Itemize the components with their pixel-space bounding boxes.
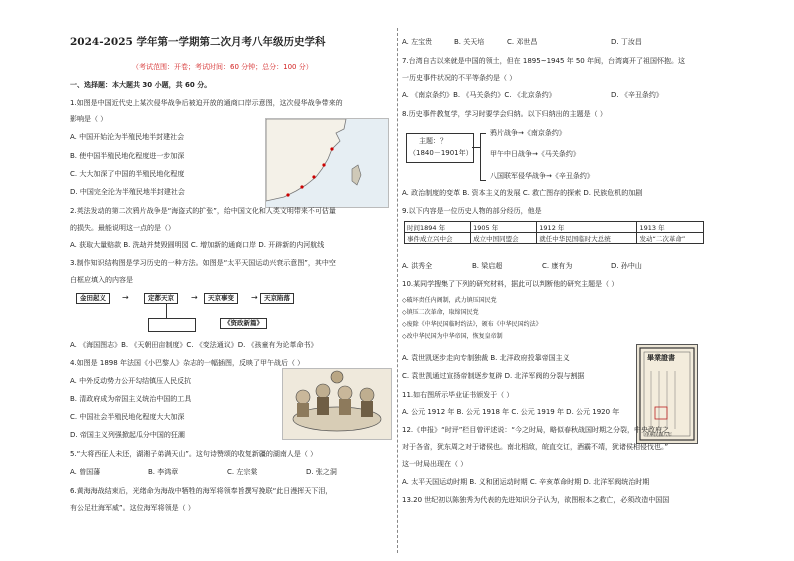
- q3-line-1: 3.制作知识结构图是学习历史的一种方法。如图是“太平天国运动兴衰示意图”，其中空: [70, 259, 336, 267]
- table-cell: 1905 年: [471, 222, 537, 233]
- q1-option-c: C. 大大加深了中国的半殖民地化程度: [70, 170, 185, 178]
- table-cell: 就任中华民国临时大总统: [537, 233, 637, 244]
- bracket-connector: [472, 147, 480, 148]
- q6-option-c: C. 邓世昌: [507, 38, 538, 46]
- table-cell: 1912 年: [537, 222, 637, 233]
- china-coast-map: [265, 118, 389, 208]
- topic-label: 主题：？: [419, 137, 447, 145]
- q4-line-1: 4.如图是 1898 年法国《小巴黎人》杂志的一幅插图，反映了甲午战后（ ）: [70, 359, 305, 367]
- q10-options-ab: A. 袁世凯逐步走向专制独裁 B. 北洋政府投靠帝国主义: [402, 354, 570, 362]
- flow-connector: [166, 304, 167, 318]
- flow-box-shibian: 天京事变: [204, 293, 238, 304]
- q5-option-c: C. 左宗棠: [227, 468, 258, 476]
- table-cell: 成立中国同盟会: [471, 233, 537, 244]
- q2-options: A. 获取大量赔款 B. 洗劫并焚毁圆明园 C. 增加新的通商口岸 D. 开辟新的内河航线: [70, 241, 325, 249]
- q2-line-2: 的损失。最能说明这一点的是（）: [70, 224, 175, 232]
- flow-box-jintian: 金田起义: [76, 293, 110, 304]
- q6-option-b: B. 关天培: [454, 38, 485, 46]
- table-cell: 发动“二次革命”: [637, 233, 704, 244]
- q4-option-a: A. 中外反动势力公开勾结镇压人民反抗: [70, 377, 192, 385]
- material-4: ◇改中华民国为中华帝国，恢复皇帝制: [402, 333, 503, 340]
- flow-box-zizheng: 《资政新篇》: [220, 318, 267, 329]
- q7-options-abc: A. 《南京条约》B. 《马关条约》C. 《北京条约》: [402, 91, 556, 99]
- q3-options: A. 《海国图志》B. 《天朝田亩制度》C. 《变法通议》D. 《孩童有为论革命书》: [70, 341, 318, 349]
- table-row: [405, 222, 704, 233]
- q5-option-d: D. 张之洞: [306, 468, 337, 476]
- q11-options: A. 公元 1912 年 B. 公元 1918 年 C. 公元 1919 年 D. 公元 1920 年: [402, 408, 620, 416]
- q1-line-1: 1.如图是中国近代史上某次侵华战争后被迫开放的通商口岸示意图，这次侵华战争带来的: [70, 99, 343, 107]
- q9-option-a: A. 洪秀全: [402, 262, 433, 270]
- q7-line-2: 一历史事件状况的不平等条约是（ ）: [402, 74, 517, 82]
- exam-info: （考试范围：开卷；考试时间：60 分钟；总分：100 分）: [132, 63, 313, 71]
- q6-line-1: 6.黄海海战结束后，光绪命为海战中牺牲的海军将领奉旨撰写挽联“此日漫挥天下泪，: [70, 487, 333, 495]
- certificate-date: 中華民國八年: [645, 433, 672, 438]
- q5-line-1: 5.“大将西征人未还，湖湘子弟满天山”。这句诗赞颂的收复新疆的湖南人是（ ）: [70, 450, 318, 458]
- q13-line-1: 13.20 世纪初以陈独秀为代表的先进知识分子认为，欲图根本之救亡，必须改造中国国: [402, 496, 670, 504]
- q7-line-1: 7.台湾自古以来就是中国的领土，但在 1895~1945 年 50 年间，台湾离开了祖国怀抱。这: [402, 57, 685, 65]
- table-cell: 1913 年: [637, 222, 704, 233]
- cartoon-illustration: [282, 368, 392, 440]
- q4-option-c: C. 中国社会半殖民地化程度大大加深: [70, 413, 185, 421]
- q9-option-b: B. 梁启超: [472, 262, 503, 270]
- q3-line-2: 白框应填入的内容是: [70, 276, 133, 284]
- material-2: ◇镇压二次革命，取缔国民党: [402, 309, 479, 316]
- exam-title: 2024-2025 学年第一学期第二次月考八年级历史学科: [70, 36, 326, 48]
- q12-options: A. 太平天国运动时期 B. 义和团运动时期 C. 辛亥革命时期 D. 北洋军阀统治时期: [402, 478, 650, 486]
- topic-years: （1840－1901年）: [409, 149, 473, 157]
- section-heading: 一、选择题：本大题共 30 小题，共 60 分。: [70, 81, 212, 89]
- q6-option-a: A. 左宝贵: [402, 38, 433, 46]
- q10-line-1: 10.某同学搜集了下列的研究材料，据此可以判断他的研究主题是（ ）: [402, 280, 619, 288]
- q12-line-3: 这一时局出现在（ ）: [402, 460, 468, 468]
- q7-option-d: D. 《辛丑条约》: [611, 91, 663, 99]
- q4-option-d: D. 帝国主义列强掀起瓜分中国的狂潮: [70, 431, 185, 439]
- q1-option-a: A. 中国开始沦为半殖民地半封建社会: [70, 133, 185, 141]
- flow-arrow-icon: →: [191, 293, 198, 302]
- q5-option-a: A. 曾国藩: [70, 468, 101, 476]
- q6-option-d: D. 丁汝昌: [611, 38, 642, 46]
- topic-box: [406, 133, 474, 163]
- q1-option-d: D. 中国完全沦为半殖民地半封建社会: [70, 188, 185, 196]
- chain-item-1: 鸦片战争→《南京条约》: [490, 129, 566, 137]
- flow-box-tianjing: 定都天京: [144, 293, 178, 304]
- q1-option-b: B. 使中国半殖民地化程度进一步加深: [70, 152, 185, 160]
- material-1: ◇破坏责任内阁制，武力镇压国民党: [402, 297, 497, 304]
- flow-box-blank: [148, 318, 196, 332]
- q9-option-d: D. 孙中山: [611, 262, 642, 270]
- table-cell: 事件成立兴中会: [405, 233, 471, 244]
- q1-line-2: 影响是（ ）: [70, 115, 108, 123]
- chain-item-3: 八国联军侵华战争→《辛丑条约》: [490, 172, 594, 180]
- history-table: [404, 221, 704, 244]
- q5-option-b: B. 李鸿章: [148, 468, 179, 476]
- table-row: [405, 233, 704, 244]
- chain-item-2: 甲午中日战争→《马关条约》: [490, 150, 580, 158]
- q4-option-b: B. 清政府成为帝国主义统治中国的工具: [70, 395, 192, 403]
- q10-options-cd: C. 袁世凯通过宣扬帝制逐步复辟 D. 北洋军阀的分裂与割据: [402, 372, 585, 380]
- q8-options: A. 政治制度的变革 B. 资本主义的发展 C. 救亡图存的探索 D. 民族危机的加剧: [402, 189, 643, 197]
- q12-line-2: 对于各省，犹东周之对于诸侯也。南北相敌，皖直交讧，酒霸不靖，犹诸侯相侵伐也。”: [402, 443, 669, 451]
- certificate-title: 畢業證書: [647, 354, 675, 362]
- q8-line-1: 8.历史事件教复学，学习时要学会归纳。以下归纳出的主题是（ ）: [402, 110, 607, 118]
- table-cell: 时间1894 年: [405, 222, 471, 233]
- flow-box-xianluo: 天京陷落: [260, 293, 294, 304]
- flow-arrow-icon: →: [122, 293, 129, 302]
- q11-line-1: 11.如右图所示毕业证书颁发于（ ）: [402, 391, 514, 399]
- column-divider: [397, 28, 398, 553]
- q2-line-1: 2.英法发动的第二次鸦片战争是“海盗式的扩张”，给中国文化和人类文明带来不可估量: [70, 207, 336, 215]
- q6-line-2: 有公足壮海军威”。这位海军将领是（ ）: [70, 504, 195, 512]
- q9-line-1: 9.以下内容是一位历史人物的部分经历，他是: [402, 207, 542, 215]
- flow-arrow-icon: →: [251, 293, 258, 302]
- q9-option-c: C. 康有为: [542, 262, 573, 270]
- bracket-icon: [480, 133, 486, 181]
- material-3: ◇废除《中华民国临时约法》，颁布《中华民国约法》: [402, 321, 542, 328]
- q12-line-1: 12.《申报》“时评”栏目曾评述说：“今之时局，略似春秋战国时期之分裂，中央政府之: [402, 426, 670, 434]
